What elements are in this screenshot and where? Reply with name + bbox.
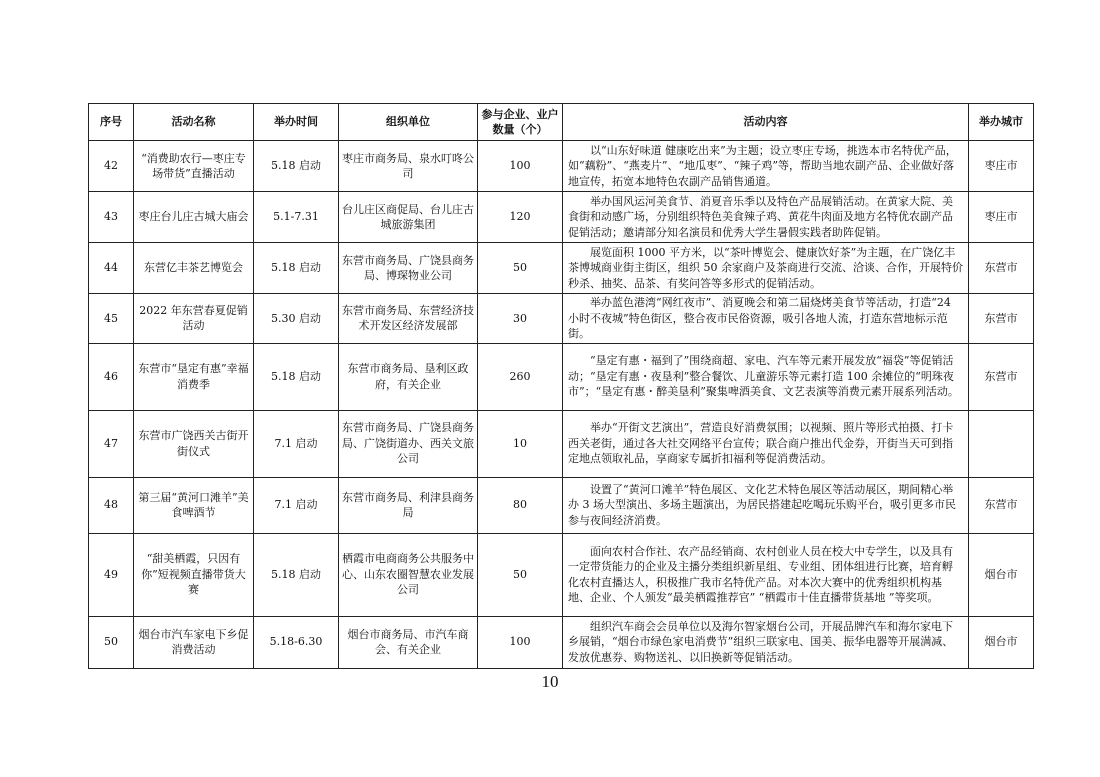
cell-count: 100 — [478, 141, 563, 192]
cell-no: 47 — [89, 410, 134, 477]
header-content: 活动内容 — [563, 104, 969, 141]
cell-org: 东营市商务局、垦利区政府，有关企业 — [339, 343, 478, 410]
cell-no: 43 — [89, 192, 134, 243]
cell-content: 举办国风运河美食节、消夏音乐季以及特色产品展销活动。在黄家大院、美食街和动感广场，分别组织特色美食辣子鸡、黄花牛肉面及地方名特优农副产品促销活动；邀请部分知名演员和优秀大学生暑假实践者助阵促销。 — [563, 192, 969, 243]
table-row — [89, 533, 1034, 616]
cell-content: 组织汽车商会会员单位以及海尔智家烟台公司，开展品牌汽车和海尔家电下乡展销，“烟台市绿色家电消费节”组织三联家电、国美、振华电器等开展满减、发放优惠券、购物送礼、以旧换新等促销活动。 — [563, 616, 969, 668]
cell-name: 第三届“黄河口滩羊”美食啤酒节 — [134, 477, 254, 533]
cell-name: 烟台市汽车家电下乡促消费活动 — [134, 616, 254, 668]
table-row — [89, 616, 1034, 668]
header-city: 举办城市 — [969, 104, 1034, 141]
cell-name: 东营市广饶西关古街开街仪式 — [134, 410, 254, 477]
cell-city: 东营市 — [969, 294, 1034, 344]
header-org: 组织单位 — [339, 104, 478, 141]
cell-time: 7.1 启动 — [254, 410, 339, 477]
cell-time: 5.18 启动 — [254, 243, 339, 294]
cell-no: 44 — [89, 243, 134, 294]
table-row — [89, 192, 1034, 243]
table-row — [89, 243, 1034, 294]
cell-time: 5.1-7.31 — [254, 192, 339, 243]
cell-time: 7.1 启动 — [254, 477, 339, 533]
cell-no: 48 — [89, 477, 134, 533]
cell-count: 10 — [478, 410, 563, 477]
cell-count: 50 — [478, 243, 563, 294]
cell-city — [969, 410, 1034, 477]
cell-name: 东营亿丰茶艺博览会 — [134, 243, 254, 294]
page-number: 10 — [541, 672, 559, 691]
cell-content: 设置了“黄河口滩羊”特色展区、文化艺术特色展区等活动展区，期间精心举办 3 场大型演出、多场主题演出，为居民搭建起吃喝玩乐购平台，吸引更多市民参与夜间经济消费。 — [563, 477, 969, 533]
header-time: 举办时间 — [254, 104, 339, 141]
cell-time: 5.18 启动 — [254, 533, 339, 616]
cell-name: 枣庄台儿庄古城大庙会 — [134, 192, 254, 243]
table-row — [89, 343, 1034, 410]
cell-org: 台儿庄区商促局、台儿庄古城旅游集团 — [339, 192, 478, 243]
cell-content: 举办“开街文艺演出”，营造良好消费氛围；以视频、照片等形式拍摄、打卡西关老街，通过各大社交网络平台宣传；联合商户推出代金券，开街当天可到指定地点领取礼品，享商家专属折扣福利等促消费活动。 — [563, 410, 969, 477]
cell-no: 46 — [89, 343, 134, 410]
cell-time: 5.30 启动 — [254, 294, 339, 344]
cell-org: 东营市商务局、广饶县商务局、博琛物业公司 — [339, 243, 478, 294]
table-row — [89, 294, 1034, 344]
cell-time: 5.18 启动 — [254, 343, 339, 410]
cell-count: 50 — [478, 533, 563, 616]
cell-no: 42 — [89, 141, 134, 192]
cell-no: 49 — [89, 533, 134, 616]
cell-no: 50 — [89, 616, 134, 668]
cell-content: “垦定有惠・福到了”围绕商超、家电、汽车等元素开展发放“福袋”等促销活动；“垦定有惠・夜垦利”整合餐饮、儿童游乐等元素打造 100 余摊位的“明珠夜市”；“垦定有惠・醉美垦利”聚集啤酒美食、文艺表演等消费元素开展系列活动。 — [563, 343, 969, 410]
cell-name: “甜美栖霞，只因有你”短视频直播带货大赛 — [134, 533, 254, 616]
cell-count: 120 — [478, 192, 563, 243]
cell-content: 以“山东好味道 健康吃出来”为主题；设立枣庄专场，挑选本市名特优产品，如“藕粉”、“燕麦片”、“地瓜枣”、“辣子鸡”等，帮助当地农副产品、企业做好落地宣传，拓宽本地特色农副产品销售通道。 — [563, 141, 969, 192]
table-row — [89, 141, 1034, 192]
cell-time: 5.18-6.30 — [254, 616, 339, 668]
header-name: 活动名称 — [134, 104, 254, 141]
table-row — [89, 410, 1034, 477]
cell-name: 2022 年东营春夏促销活动 — [134, 294, 254, 344]
cell-content: 面向农村合作社、农产品经销商、农村创业人员在校大中专学生，以及具有一定带货能力的企业及主播分类组织新星组、专业组、团体组进行比赛，培育孵化农村直播达人，积极推广我市名特优产品。对本次大赛中的优秀组织机构基地、企业、个人颁发“最美栖霞推荐官” “栖霞市十佳直播带货基地 ”等奖项。 — [563, 533, 969, 616]
cell-org: 枣庄市商务局、泉水叮咚公司 — [339, 141, 478, 192]
header-row — [89, 104, 1034, 141]
cell-city: 东营市 — [969, 477, 1034, 533]
cell-city: 烟台市 — [969, 616, 1034, 668]
cell-city: 枣庄市 — [969, 141, 1034, 192]
cell-name: 东营市“垦定有惠”幸福消费季 — [134, 343, 254, 410]
cell-org: 东营市商务局、东营经济技术开发区经济发展部 — [339, 294, 478, 344]
cell-content: 展览面积 1000 平方米，以“茶叶博览会、健康饮好茶”为主题，在广饶亿丰茶博城商业街主街区，组织 50 余家商户及茶商进行交流、洽谈、合作，开展特价秒杀、抽奖、品茶、有奖问答等多形式的促销活动。 — [563, 243, 969, 294]
cell-name: “消费助农行—枣庄专场带货”直播活动 — [134, 141, 254, 192]
cell-org: 栖霞市电商商务公共服务中心、山东农圈智慧农业发展公司 — [339, 533, 478, 616]
cell-content: 举办蓝色港湾“网红夜市”、消夏晚会和第二届烧烤美食节等活动，打造“24 小时不夜城”特色街区，整合夜市民俗资源，吸引各地人流，打造东营地标示范街。 — [563, 294, 969, 344]
header-no: 序号 — [89, 104, 134, 141]
cell-city: 烟台市 — [969, 533, 1034, 616]
cell-count: 80 — [478, 477, 563, 533]
cell-org: 东营市商务局、利津县商务局 — [339, 477, 478, 533]
cell-city: 东营市 — [969, 343, 1034, 410]
cell-count: 30 — [478, 294, 563, 344]
activity-table — [88, 103, 1034, 669]
cell-city: 东营市 — [969, 243, 1034, 294]
cell-count: 260 — [478, 343, 563, 410]
header-count: 参与企业、业户数量（个） — [478, 104, 563, 141]
cell-time: 5.18 启动 — [254, 141, 339, 192]
cell-city: 枣庄市 — [969, 192, 1034, 243]
cell-org: 东营市商务局、广饶县商务局、广饶街道办、西关文旅公司 — [339, 410, 478, 477]
cell-no: 45 — [89, 294, 134, 344]
cell-count: 100 — [478, 616, 563, 668]
table-row — [89, 477, 1034, 533]
cell-org: 烟台市商务局、市汽车商会、有关企业 — [339, 616, 478, 668]
